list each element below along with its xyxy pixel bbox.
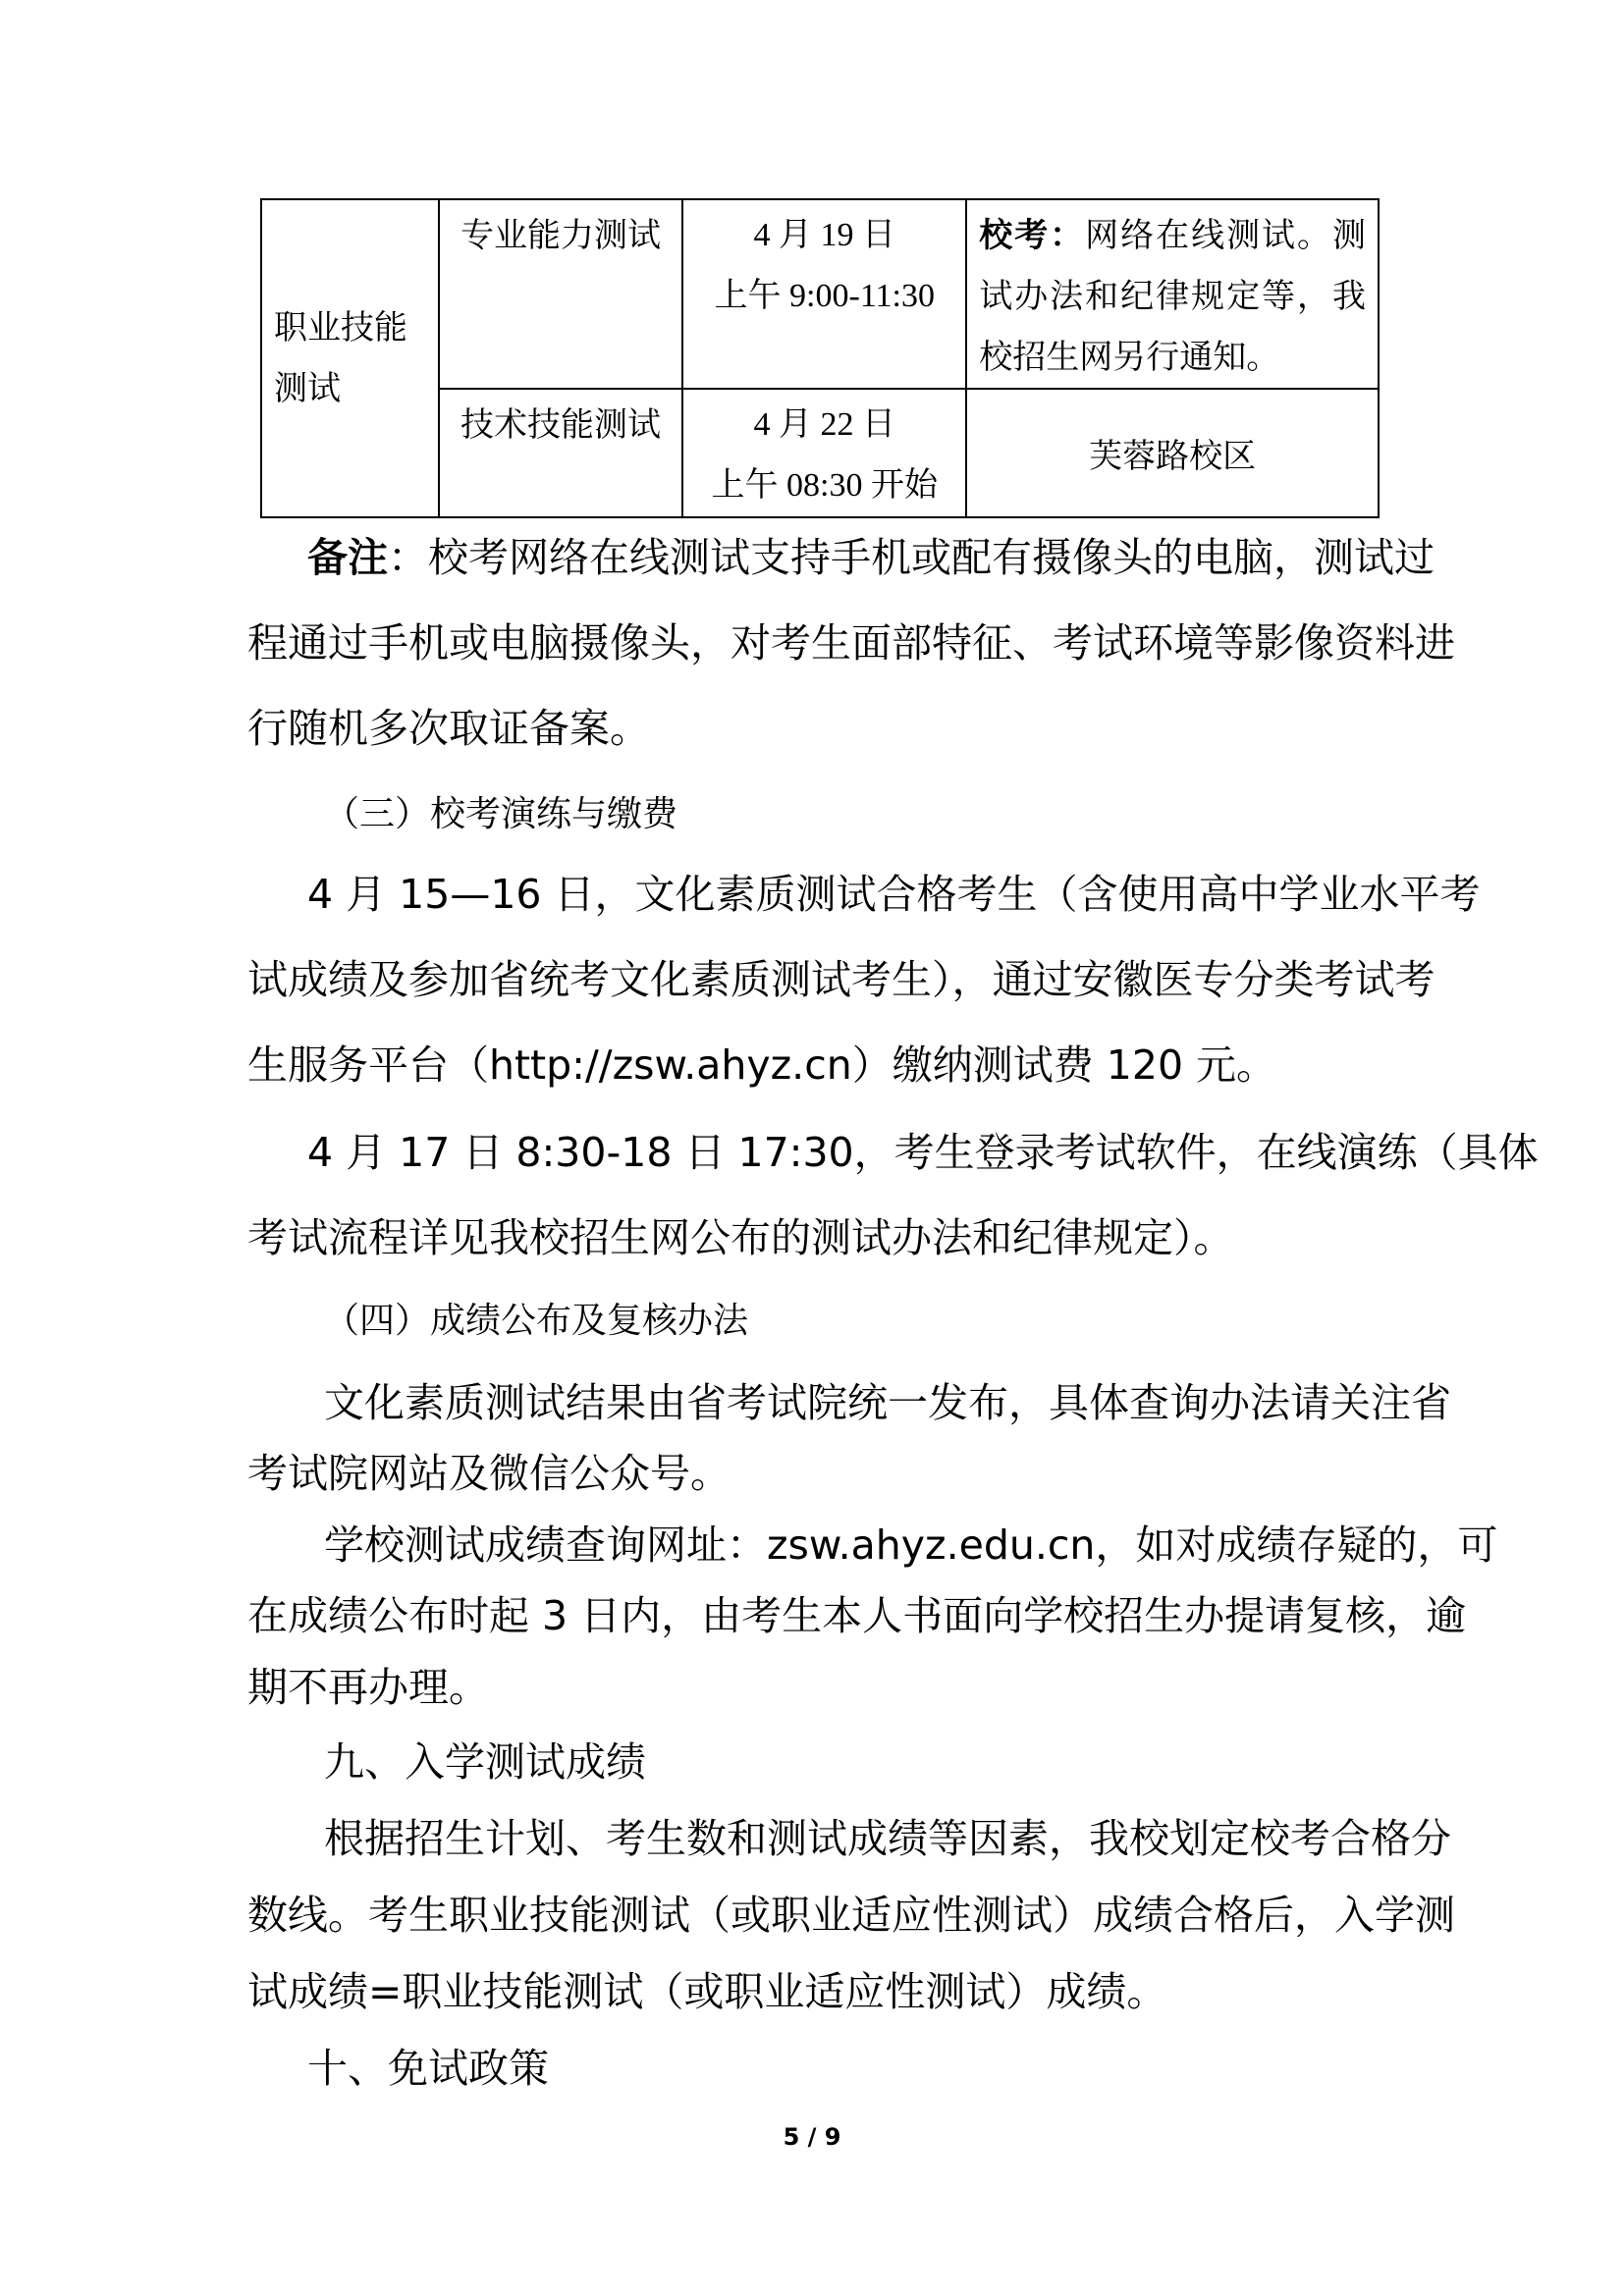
paragraph-line: 考试院网站及微信公众号。 xyxy=(247,1450,731,1497)
test-name-cell: 技术技能测试 xyxy=(439,389,683,517)
section-heading: （四）成绩公布及复核办法 xyxy=(324,1301,749,1341)
date-cell xyxy=(682,199,966,389)
time-line: 上午 9:00-11:30 xyxy=(714,278,935,314)
note-cell xyxy=(966,199,1379,389)
location-cell: 芙蓉路校区 xyxy=(966,389,1379,517)
paragraph-line: 根据招生计划、考生数和测试成绩等因素，我校划定校考合格分 xyxy=(324,1815,1451,1862)
paragraph-line: 4 月 15—16 日，文化素质测试合格考生（含使用高中学业水平考 xyxy=(307,871,1481,918)
remark-line: 程通过手机或电脑摄像头，对考生面部特征、考试环境等影像资料进 xyxy=(247,619,1455,667)
note-bold-label: 校考： xyxy=(979,216,1086,255)
remark-line xyxy=(307,525,1435,583)
table-row xyxy=(261,199,1379,389)
section-heading: （三）校考演练与缴费 xyxy=(324,794,678,834)
date-cell xyxy=(682,389,966,517)
section-heading: 九、入学测试成绩 xyxy=(324,1738,646,1786)
paragraph-line: 试成绩=职业技能测试（或职业适应性测试）成绩。 xyxy=(247,1968,1167,2015)
paragraph-line: 学校测试成绩查询网址：zsw.ahyz.edu.cn，如对成绩存疑的，可 xyxy=(324,1522,1498,1569)
remark-label: 备注 xyxy=(307,534,388,581)
paragraph-line: 在成绩公布时起 3 日内，由考生本人书面向学校招生办提请复核，逾 xyxy=(247,1592,1467,1639)
schedule-table xyxy=(260,198,1380,518)
note-text: 网络在线测试。测试办法和纪律规定等，我校招生网另行通知。 xyxy=(979,216,1367,377)
paragraph-line: 数线。考生职业技能测试（或职业适应性测试）成绩合格后，入学测 xyxy=(247,1892,1455,1939)
test-name-cell: 专业能力测试 xyxy=(439,199,683,389)
paragraph-line: 文化素质测试结果由省考试院统一发布，具体查询办法请关注省 xyxy=(324,1379,1451,1426)
date-line: 4 月 22 日 xyxy=(753,406,896,443)
page-number: 5 / 9 xyxy=(783,2123,841,2151)
category-cell: 职业技能测试 xyxy=(261,199,439,517)
paragraph-line: 4 月 17 日 8:30-18 日 17:30，考生登录考试软件，在线演练（具体 xyxy=(307,1129,1539,1176)
remark-text: ：校考网络在线测试支持手机或配有摄像头的电脑，测试过 xyxy=(388,534,1435,581)
section-heading: 十、免试政策 xyxy=(307,2045,549,2092)
time-line: 上午 08:30 开始 xyxy=(711,467,938,504)
date-line: 4 月 19 日 xyxy=(753,217,896,253)
paragraph-line: 试成绩及参加省统考文化素质测试考生），通过安徽医专分类考试考 xyxy=(247,956,1435,1003)
remark-line: 行随机多次取证备案。 xyxy=(247,705,650,752)
paragraph-line: 期不再办理。 xyxy=(247,1664,489,1711)
paragraph-line: 生服务平台（http://zsw.ahyz.cn）缴纳测试费 120 元。 xyxy=(247,1041,1277,1089)
paragraph-line: 考试流程详见我校招生网公布的测试办法和纪律规定）。 xyxy=(247,1214,1234,1261)
